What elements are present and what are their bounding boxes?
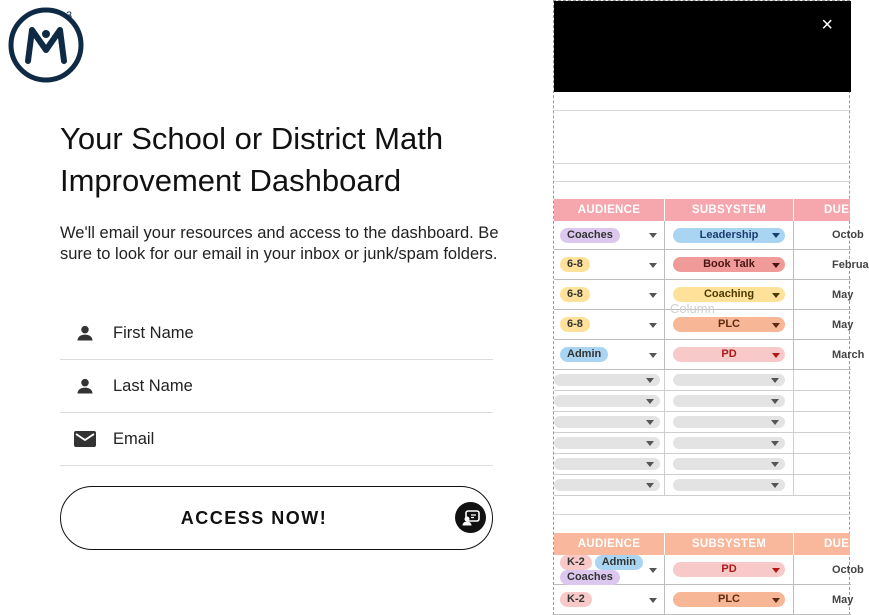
dropdown-arrow-icon xyxy=(771,483,779,488)
dropdown-arrow-icon xyxy=(772,233,780,238)
audience-chip: Coaches xyxy=(560,228,620,243)
empty-dropdown[interactable] xyxy=(554,479,660,491)
subsystem-label: PD xyxy=(721,563,737,575)
audience-cell[interactable] xyxy=(554,280,665,309)
dropdown-arrow-icon xyxy=(646,483,654,488)
subsystem-chip xyxy=(673,317,785,332)
first-name-input[interactable] xyxy=(110,324,470,343)
empty-table-row xyxy=(554,433,851,454)
empty-table-row xyxy=(554,391,851,412)
empty-dropdown[interactable] xyxy=(554,395,660,407)
empty-audience-cell[interactable] xyxy=(554,391,665,411)
email-field[interactable] xyxy=(60,413,493,466)
ghost-label: Column xyxy=(670,301,715,316)
table-row xyxy=(554,250,869,280)
email-input[interactable] xyxy=(110,430,470,449)
page-title: Your School or District Math Improvement Dashboard xyxy=(60,121,444,198)
subsystem-cell[interactable] xyxy=(665,221,794,249)
person-icon xyxy=(60,323,110,343)
form-description: We'll email your resources and access to the dashboard. Be sure to look for our email in your inbox or junk/spam folders. xyxy=(60,224,499,263)
subsystem-cell[interactable] xyxy=(665,250,794,279)
audience-chip: K-2 xyxy=(560,555,592,570)
due-cell: Februa xyxy=(832,258,869,271)
dropdown-arrow-icon xyxy=(649,293,657,298)
divider xyxy=(554,163,851,164)
divider xyxy=(554,514,851,515)
dropdown-arrow-icon xyxy=(649,323,657,328)
audience-cell[interactable] xyxy=(554,585,665,614)
empty-subsystem-cell[interactable] xyxy=(665,433,794,453)
due-cell: Octob xyxy=(832,563,864,576)
audience-cell[interactable] xyxy=(554,250,665,279)
subsystem-chip xyxy=(673,257,785,272)
due-cell: Octob xyxy=(832,229,864,241)
empty-audience-cell[interactable] xyxy=(554,412,665,432)
dropdown-arrow-icon xyxy=(771,420,779,425)
subsystem-label: PLC xyxy=(718,593,740,605)
table-row xyxy=(554,340,865,370)
empty-dropdown[interactable] xyxy=(554,437,660,449)
audience-cell[interactable] xyxy=(554,310,665,339)
dropdown-arrow-icon xyxy=(649,263,657,268)
first-name-field[interactable] xyxy=(60,307,493,360)
empty-subsystem-cell[interactable] xyxy=(665,412,794,432)
audience-chip: K-2 xyxy=(560,592,592,607)
empty-table-row xyxy=(554,454,851,475)
logo-superscript: 3 xyxy=(66,10,73,22)
audience-cell[interactable] xyxy=(554,555,665,584)
empty-dropdown[interactable] xyxy=(673,374,785,386)
last-name-field[interactable] xyxy=(60,360,493,413)
empty-subsystem-cell[interactable] xyxy=(665,454,794,474)
subsystem-chip xyxy=(673,562,785,577)
table-header xyxy=(554,199,851,221)
dropdown-arrow-icon xyxy=(771,378,779,383)
subsystem-label: Coaching xyxy=(703,288,755,300)
video-area xyxy=(554,1,851,92)
dropdown-arrow-icon xyxy=(772,263,780,268)
dashboard-preview xyxy=(553,0,869,615)
subsystem-chip xyxy=(673,287,785,302)
dropdown-arrow-icon xyxy=(649,598,657,603)
column-header: DUE xyxy=(794,533,851,555)
subsystem-label: PD xyxy=(721,348,737,360)
chat-icon[interactable] xyxy=(455,502,486,533)
empty-audience-cell[interactable] xyxy=(554,475,665,495)
column-header: SUBSYSTEM xyxy=(665,533,794,555)
close-icon[interactable]: × xyxy=(821,14,833,36)
dropdown-arrow-icon xyxy=(649,353,657,358)
subsystem-chip xyxy=(673,228,785,243)
audience-cell[interactable] xyxy=(554,340,665,369)
subsystem-cell[interactable] xyxy=(665,555,794,584)
column-header: AUDIENCE xyxy=(554,533,665,555)
audience-chip: Admin xyxy=(560,347,608,362)
empty-dropdown[interactable] xyxy=(554,458,660,470)
empty-dropdown[interactable] xyxy=(554,416,660,428)
access-now-label: ACCESS NOW! xyxy=(180,507,328,528)
table-header xyxy=(554,533,851,555)
dropdown-arrow-icon xyxy=(649,233,657,238)
last-name-input[interactable] xyxy=(110,377,470,396)
column-header: AUDIENCE xyxy=(554,199,665,221)
audience-chip: 6-8 xyxy=(560,317,590,332)
audience-chip: Admin xyxy=(595,555,643,570)
empty-audience-cell[interactable] xyxy=(554,454,665,474)
dropdown-arrow-icon xyxy=(646,378,654,383)
access-now-button[interactable] xyxy=(60,486,493,550)
table-row xyxy=(554,555,864,585)
audience-cell[interactable] xyxy=(554,221,665,249)
dropdown-arrow-icon xyxy=(772,353,780,358)
subsystem-cell[interactable] xyxy=(665,340,794,369)
divider xyxy=(554,181,851,182)
empty-table-row xyxy=(554,370,851,391)
subsystem-chip xyxy=(673,592,785,607)
mail-icon xyxy=(60,429,110,449)
table-row xyxy=(554,221,864,250)
m3-logo xyxy=(8,6,86,84)
audience-chip: 6-8 xyxy=(560,257,590,272)
subsystem-label: PLC xyxy=(718,318,740,330)
empty-dropdown[interactable] xyxy=(673,437,785,449)
dropdown-arrow-icon xyxy=(646,399,654,404)
due-cell: March xyxy=(832,348,865,361)
audience-chip: 6-8 xyxy=(560,287,590,302)
empty-subsystem-cell[interactable] xyxy=(665,475,794,495)
audience-chip: Coaches xyxy=(560,570,620,585)
empty-table-row xyxy=(554,475,851,496)
empty-dropdown[interactable] xyxy=(673,479,785,491)
dropdown-arrow-icon xyxy=(646,462,654,467)
subsystem-label: Leadership xyxy=(699,228,759,241)
empty-dropdown[interactable] xyxy=(673,395,785,407)
empty-dropdown[interactable] xyxy=(673,416,785,428)
subsystem-cell[interactable] xyxy=(665,585,794,614)
dropdown-arrow-icon xyxy=(646,420,654,425)
column-header: DUE xyxy=(794,199,851,221)
empty-dropdown[interactable] xyxy=(673,458,785,470)
due-cell: May xyxy=(832,288,854,301)
dropdown-arrow-icon xyxy=(772,293,780,298)
dropdown-arrow-icon xyxy=(771,399,779,404)
empty-audience-cell[interactable] xyxy=(554,433,665,453)
subsystem-label: Book Talk xyxy=(703,258,755,270)
empty-audience-cell[interactable] xyxy=(554,370,665,390)
column-header: SUBSYSTEM xyxy=(665,199,794,221)
dropdown-arrow-icon xyxy=(649,568,657,573)
empty-subsystem-cell[interactable] xyxy=(665,391,794,411)
dropdown-arrow-icon xyxy=(771,462,779,467)
subsystem-chip xyxy=(673,347,785,362)
due-cell: May xyxy=(832,593,854,606)
table-row xyxy=(554,585,854,615)
person-icon xyxy=(60,376,110,396)
dropdown-arrow-icon xyxy=(772,568,780,573)
empty-subsystem-cell[interactable] xyxy=(665,370,794,390)
dropdown-arrow-icon xyxy=(771,441,779,446)
due-cell: May xyxy=(832,318,854,331)
dropdown-arrow-icon xyxy=(646,441,654,446)
dropdown-arrow-icon xyxy=(772,598,780,603)
empty-dropdown[interactable] xyxy=(554,374,660,386)
dropdown-arrow-icon xyxy=(772,323,780,328)
empty-table-row xyxy=(554,412,851,433)
divider xyxy=(554,110,851,111)
